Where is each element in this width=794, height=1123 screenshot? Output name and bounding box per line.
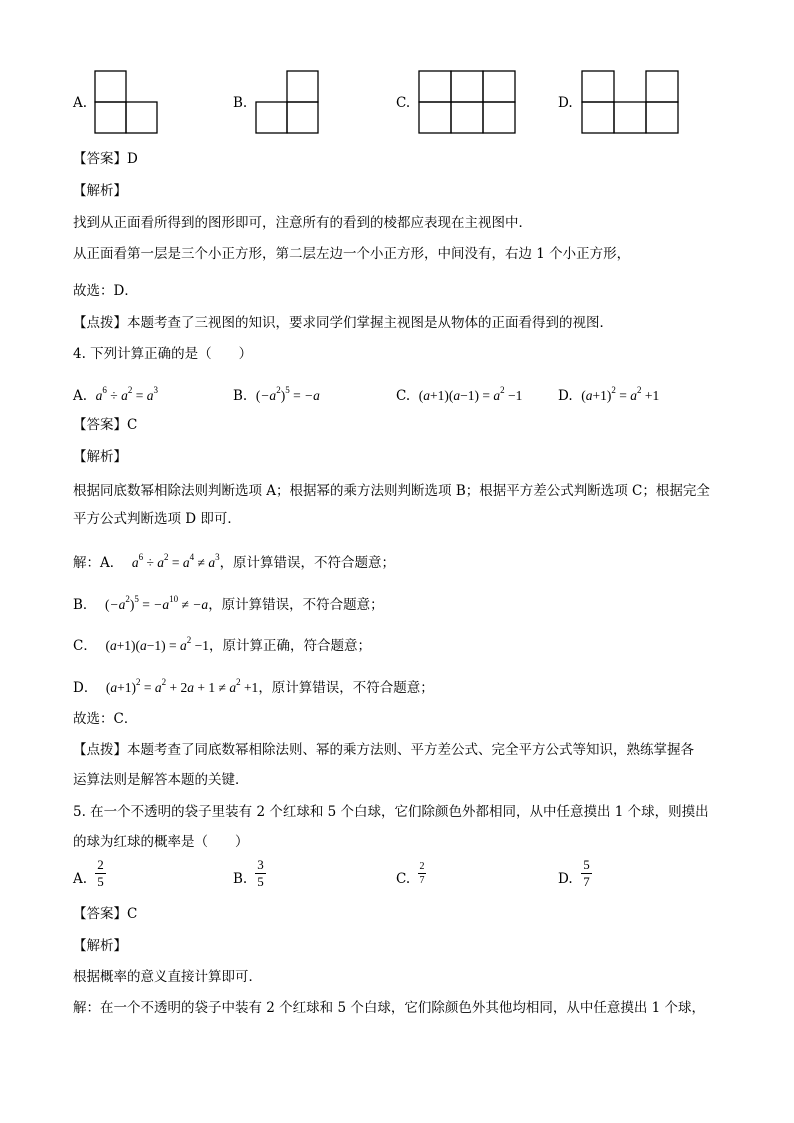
q3-choose: 故选：D． — [73, 283, 138, 299]
q4-solution-a: 解：A． $a^6 \div a^2 = a^4 \ne a^3$，原计算错误，不符合题意； — [73, 552, 396, 571]
q4-solution-b: B． $(-a^2)^5 = -a^{10} \ne -a$，原计算错误，不符合题意； — [73, 594, 384, 613]
q5-option-b-fraction: 3 5 — [255, 858, 266, 889]
q4-option-b: B. $(-a^2)^5 = -a$ — [233, 385, 320, 404]
q4-solution-c: C． $(a+1)(a-1) = a^2 -1$，原计算正确，符合题意； — [73, 635, 372, 654]
q3-answer: 【答案】D — [73, 151, 138, 167]
q4-option-c: C. $(a+1)(a-1) = a^2 -1$ — [396, 385, 523, 404]
q4-choose: 故选：C． — [73, 711, 138, 727]
q4-analysis-title: 【解析】 — [73, 449, 127, 465]
q4-analysis-line: 根据同底数幂相除法则判断选项 A；根据幂的乘方法则判断选项 B；根据平方差公式判断选项 C；根据完全 — [73, 483, 710, 499]
q5-stem: 5. 在一个不透明的袋子里装有 2 个红球和 5 个白球，它们除颜色外都相同，从中任意摸出 1 个球，则摸出 — [73, 804, 709, 820]
q4-option-d: D. $(a+1)^2 = a^2 +1$ — [558, 385, 660, 404]
q4-stem: 4. 下列计算正确的是（ ） — [73, 346, 253, 362]
q5-option-a-fraction: 2 5 — [95, 858, 106, 889]
q3-option-b-label: B. — [233, 95, 248, 111]
q5-analysis-title: 【解析】 — [73, 938, 127, 954]
q5-solution-line: 解：在一个不透明的袋子中装有 2 个红球和 5 个白球，它们除颜色外其他均相同，从中任意摸出 1 个球， — [73, 1000, 706, 1016]
q5-option-d-label: D. — [558, 871, 573, 887]
q3-option-a-label: A. — [73, 95, 88, 111]
q5-answer: 【答案】C — [73, 906, 138, 922]
q3-option-c-figure — [418, 70, 516, 134]
q3-option-b-figure — [255, 70, 321, 134]
q4-solution-d: D． $(a+1)^2 = a^2 + 2a + 1 \ne a^2 +1$，原计算错误，不符合题意； — [73, 677, 434, 696]
q3-tip: 【点拨】本题考查了三视图的知识，要求同学们掌握主视图是从物体的正面看得到的视图． — [73, 315, 613, 331]
q4-answer: 【答案】C — [73, 417, 138, 433]
q3-option-a-figure — [94, 70, 160, 134]
q3-option-d-figure — [581, 70, 679, 134]
q5-stem: 的球为红球的概率是（ ） — [73, 834, 249, 850]
q4-option-a: A. $a^6 \div a^2 = a^3$ — [73, 385, 158, 404]
q5-analysis-line: 根据概率的意义直接计算即可． — [73, 969, 262, 985]
q5-option-d-fraction: 5 7 — [581, 858, 592, 889]
q5-option-a-label: A. — [73, 871, 88, 887]
q3-analysis-line: 找到从正面看所得到的图形即可，注意所有的看到的棱都应表现在主视图中． — [73, 215, 532, 231]
q3-analysis-line: 从正面看第一层是三个小正方形，第二层左边一个小正方形，中间没有，右边 1 个小正方形， — [73, 246, 631, 262]
q5-option-c-label: C. — [396, 871, 411, 887]
q4-tip: 运算法则是解答本题的关键． — [73, 772, 249, 788]
q3-option-c-label: C. — [396, 95, 411, 111]
q4-tip: 【点拨】本题考查了同底数幂相除法则、幂的乘方法则、平方差公式、完全平方公式等知识，熟练掌握各 — [73, 742, 694, 758]
q5-option-b-label: B. — [233, 871, 248, 887]
q4-analysis-line: 平方公式判断选项 D 即可． — [73, 511, 241, 527]
q3-analysis-title: 【解析】 — [73, 183, 127, 199]
q5-option-c-fraction: 2 7 — [419, 861, 425, 886]
q3-option-d-label: D. — [558, 95, 573, 111]
